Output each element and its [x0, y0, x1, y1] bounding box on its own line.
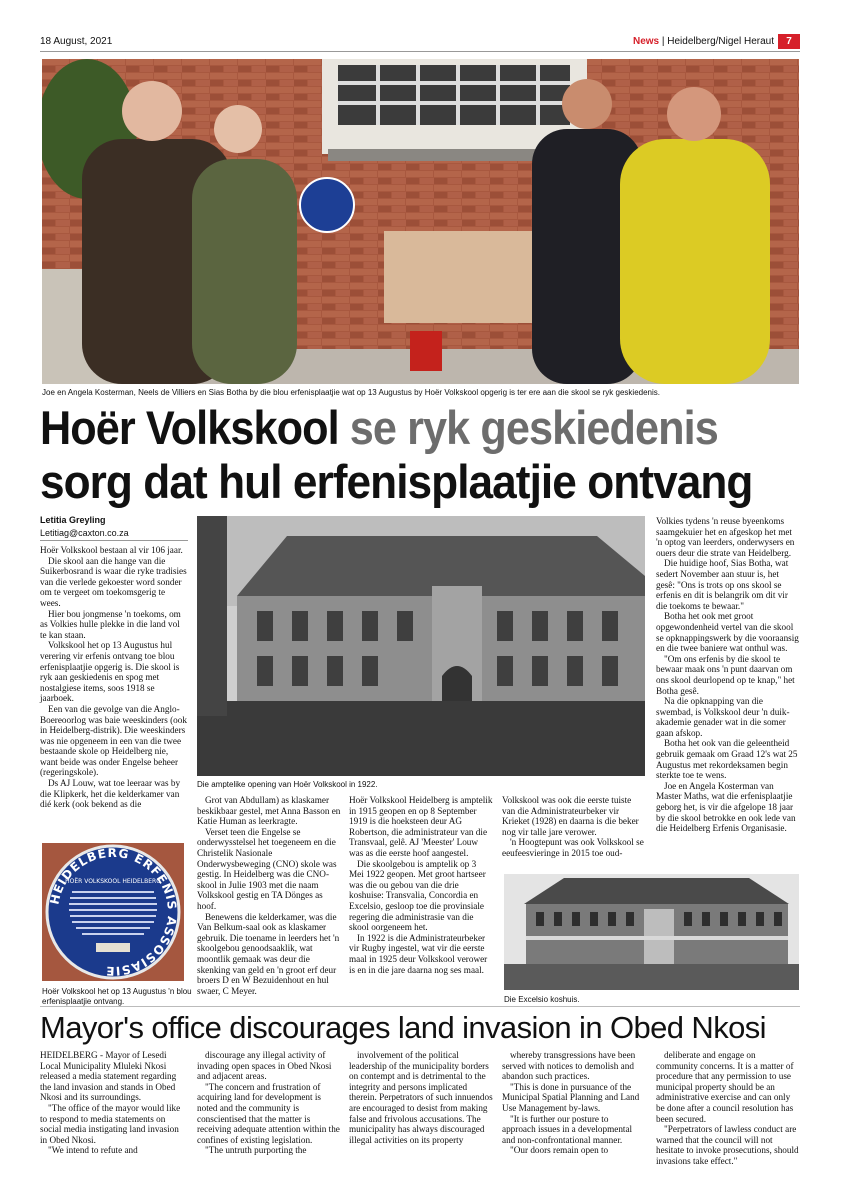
paragraph: Grot van Abdullam) as klaskamer beskikbaar gestel, met Anna Basson en Katie Human as leerkragte. — [197, 795, 341, 827]
article-column-1 — [40, 545, 188, 810]
section-label: News | Heidelberg/Nigel Heraut — [632, 36, 774, 47]
author-email: Letitiag@caxton.co.za — [40, 528, 129, 538]
article-column-2 — [197, 795, 341, 996]
paragraph: In 1922 is die Administrateurbeker vir Rugby ingestel, wat vir die eerste maal in 1925 deur Volkskool verower is en in die jare daarna nog ses maal. — [349, 932, 488, 975]
paragraph: Ds AJ Louw, wat toe leeraar was by die Klipkerk, het die kelderkamer van dié kerk (ook bekend as die — [40, 778, 181, 810]
plaque-photo-caption: Hoër Volkskool het op 13 Augustus 'n blou erfenisplaatjie ontvang. — [42, 987, 192, 1006]
mayor-column-1 — [40, 1050, 188, 1156]
paragraph: Botha het ook van die geleentheid gebruik gemaak om Graad 12's wat 25 Augustus met rekordeksamen begin sterkte toe te wens. — [656, 738, 798, 781]
paragraph: Een van die gevolge van die Anglo-Boereoorlog was baie weeskinders (ook in Heidelberg-distrik). Die weeskinders was nie opgeneem in een van die twee bestaande skole op Heidelberg nie, want beide was onder Engelse beheer (regeringskole). — [40, 703, 187, 778]
excelsio-illustration — [504, 874, 799, 990]
mayor-column-4 — [502, 1050, 644, 1156]
paragraph: Hier bou jongmense 'n toekoms, om as Volkies hulle plekke in die land vol te kan staan. — [40, 608, 181, 640]
paragraph: whereby transgressions have been served with notices to demolish and abandon such practices. — [502, 1050, 636, 1082]
paragraph: Die skool aan die hange van die Suikerbosrand is waar die ryke tradisies van die verlede gekoester word sonder om te vergeet om toekomsgerig te wees. — [40, 555, 187, 608]
school-opening-photo — [197, 516, 645, 776]
paragraph: "Our doors remain open to — [510, 1145, 609, 1156]
paragraph: "The concern and frustration of acquiring land for development is noted and the community is conscientised that the matter is receiving adequate attention within the confines of existing legislation. — [197, 1081, 340, 1145]
top-photo-caption: Joe en Angela Kosterman, Neels de Villiers en Sias Botha by die blou erfenisplaatjie wat op 13 Augustus by Hoër Volkskool opgerig is ter ere aan die skool se ryk geskiedenis. — [42, 388, 660, 397]
paragraph: discourage any illegal activity of invading open spaces in Obed Nkosi and adjacent areas. — [197, 1050, 332, 1082]
author-name: Letitia Greyling — [40, 515, 106, 525]
paragraph: HEIDELBERG - Mayor of Lesedi Local Municipality Mluleki Nkosi released a media statement regarding the land invasion and stands in Obed Nkosi and its surroundings. — [40, 1050, 177, 1103]
paragraph: Joe en Angela Kosterman van Master Maths, wat die erfenisplaatjie geborg het, is vir die afgelope 18 jaar by die skool betrokke en ook lede van die Heidelberg Erfenis Organisasie. — [656, 780, 796, 834]
headline-grey: se ryk geskiedenis — [349, 401, 718, 454]
headline-line-1 — [40, 402, 718, 454]
paragraph: Die huidige hoof, Sias Botha, wat sedert November aan stuur is, het gesê: "Ons is trots op ons skool se erfenis en dit is belangrik om dit vir die toekoms te bewaar." — [656, 558, 789, 611]
paragraph: "We intend to refute and — [48, 1145, 138, 1156]
page-number: 7 — [778, 34, 800, 49]
top-photo-illustration — [42, 59, 799, 384]
paragraph: 'n Hoogtepunt was ook Volkskool se eeufeesvieringe in 2015 toe oud- — [502, 837, 644, 858]
mayor-column-2 — [197, 1050, 341, 1156]
paragraph: "Perpetrators of lawless conduct are warned that the council will not hesitate to invoke prosecutions, should invasions take effect." — [656, 1124, 799, 1166]
byline-divider — [40, 540, 188, 541]
paragraph: "This is done in pursuance of the Municipal Spatial Planning and Land Use Management by-laws. — [502, 1081, 640, 1113]
page-header — [40, 36, 800, 52]
mayor-column-3 — [349, 1050, 493, 1145]
paragraph: Hoër Volkskool bestaan al vir 106 jaar. — [40, 545, 183, 555]
paragraph: Benewens die kelderkamer, was die Van Belkum-saal ook as klaskamer gebruik. Die toename in leerders het 'n skoolgebou genoodsaaklik, wat moontlik gemaak was deur die skenking van geld en 'n groot erf deur broers D en W Bezuidenhout en hul swaer, C Meyer. — [197, 911, 340, 996]
article-column-3 — [349, 795, 493, 975]
article-column-5 — [656, 516, 799, 834]
top-photo — [42, 59, 799, 384]
headline-line-2: sorg dat hul erfenisplaatjie ontvang — [40, 455, 753, 508]
paragraph: deliberate and engage on community concerns. It is a matter of procedure that any permission to use municipal property should be an administrative exercise and can only be done after a council resolution has been secured. — [656, 1050, 794, 1124]
plaque-photo — [42, 843, 184, 981]
paper-name: Heidelberg/Nigel Heraut — [667, 36, 774, 47]
paragraph: Volkskool was ook die eerste tuiste van die Administrateurbeker vir Krieket (1928) en daarna is die beker nog vir talle jare verower. — [502, 795, 639, 837]
paragraph: involvement of the political leadership of the municipality borders on contempt and is detrimental to the integrity and persons implicated therein. Perpetrators of such innuendos are encouraged to desist from making false and frivolous accusations. The municipality has always discouraged illegal activities on its property — [349, 1050, 493, 1145]
plaque-ring-text: HEIDELBERG ERFENIS ASSOSIASIE — [47, 845, 180, 979]
mayor-headline: Mayor's office discourages land invasion in Obed Nkosi — [40, 1010, 766, 1045]
paragraph: Verset teen die Engelse se onderwysstelsel het toegeneem en die Christelik Nasionale Onderwysbeweging (CNO) skole was gestig. In Heidelberg was die CNO-skool in Julie 1903 met die naam Volkskool gestig en TA Dönges as hoof. — [197, 826, 337, 911]
paragraph: Botha het ook met groot opgewondenheid vertel van die skool se opknappingswerk by die vooraansig en die twee baniere wat onthul was. — [656, 611, 799, 654]
paragraph: "It is further our posture to approach issues in a developmental and non-confrontational manner. — [502, 1113, 633, 1145]
excelsio-caption: Die Excelsio koshuis. — [504, 995, 580, 1004]
plaque-center-text: HOËR VOLKSKOOL HEIDELBERG — [65, 878, 161, 885]
paragraph: "Om ons erfenis by die skool te bewaar maak ons 'n punt daarvan om ons skool deurlopend op te knap," het Botha gesê. — [656, 653, 795, 696]
article-column-4 — [502, 795, 644, 859]
school-photo-caption: Die amptelike opening van Hoër Volkskool in 1922. — [197, 780, 378, 789]
school-photo-illustration — [197, 516, 645, 776]
paragraph: Hoër Volkskool Heidelberg is amptelik in 1915 geopen en op 8 September 1919 is die hoeksteen deur AG Robertson, die administrateur van die Transvaal, gelê. AJ 'Meester' Louw was as die eerste hoof aangestel. — [349, 795, 493, 858]
paragraph: "The office of the mayor would like to respond to media statements on social media instigating land invasion in Obed Nkosi. — [40, 1102, 181, 1145]
headline-black: Hoër Volkskool — [40, 401, 339, 454]
issue-date: 18 August, 2021 — [40, 36, 113, 47]
paragraph: Die skoolgebou is amptelik op 3 Mei 1922 geopen. Met groot hartseer was die ou gebou van die drie koshuise: Transvalia, Concordia en Excelsio, gesloop toe die provinsiale regering die administrasie van die skool oorgeneem het. — [349, 858, 486, 933]
excelsio-photo — [504, 874, 799, 990]
paragraph: Volkskool het op 13 Augustus hul verering vir erfenis ontvang toe blou erfenisplaatjie opgerig is. Die skool is ryk aan geskiedenis en spog met nostalgiese items, soos 1918 se jaarboek. — [40, 640, 180, 704]
mayor-column-5 — [656, 1050, 799, 1167]
paragraph: Volkies tydens 'n reuse byeenkoms saamgekuier het en afgeskop het met 'n optog van leerders, onderwysers en ouers deur die strate van Heidelberg. — [656, 516, 795, 558]
blue-plaque-illustration — [42, 843, 184, 981]
section-divider — [40, 1006, 800, 1007]
paragraph: "The untruth purporting the — [205, 1145, 307, 1156]
section-name: News — [632, 36, 660, 47]
paragraph: Na die opknapping van die swembad, is Volkskool deur 'n duik-akademie genader wat in die somer gaan afskop. — [656, 696, 790, 738]
